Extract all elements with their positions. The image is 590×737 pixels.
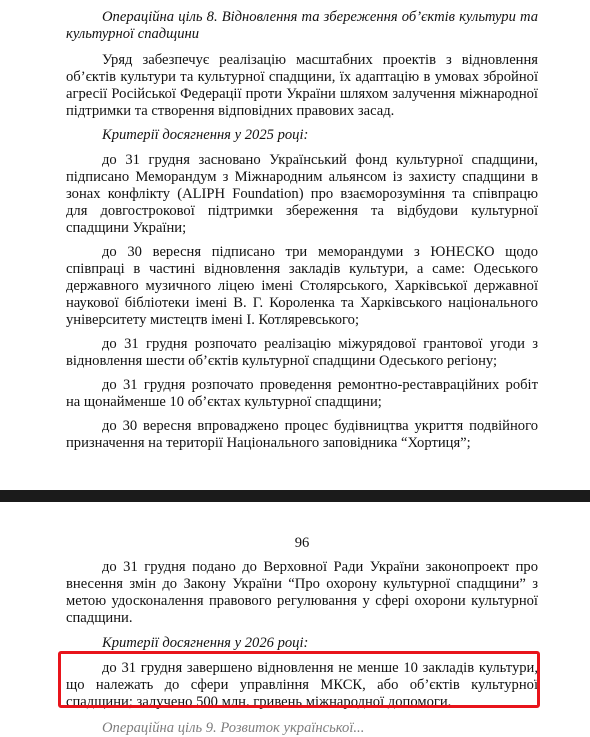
criteria-item: до 30 вересня підписано три меморандуми з ЮНЕСКО щодо співпраці в частині відновлення закладів культури, а саме: Одеського державного музичного ліцею імені Столярського, Харківської державної наукової бібліотеки імені В. Г. Короленка та Харківського національного університету мистецтв імені І. Котляревського; <box>66 244 538 328</box>
criteria-item: до 31 грудня розпочато проведення ремонтно-реставраційних робіт на щонайменше 10 об’єктах культурної спадщини; <box>66 377 538 410</box>
next-section-heading-partial: Операційна ціль 9. Розвиток української... <box>102 720 365 736</box>
intro-paragraph: Уряд забезпечує реалізацію масштабних проектів з відновлення об’єктів культури та культурної спадщини, їх адаптацію в умовах збройної агресії Російської Федерації проти України шляхом залучення міжнародної підтримки та створення відповідних правових засад. <box>66 52 538 119</box>
section-heading: Операційна ціль 8. Відновлення та збереження об’єктів культури та культурної спадщини <box>66 9 538 42</box>
criteria-item: до 31 грудня розпочато реалізацію міжурядової грантової угоди з відновлення шести об’єктів культурної спадщини Одеського регіону; <box>66 336 538 369</box>
criteria-2025-heading: Критерії досягнення у 2025 році: <box>102 127 309 143</box>
highlighted-criteria-item: до 31 грудня завершено відновлення не менше 10 закладів культури, що належать до сфери управління МКСК, або об’єктів культурної спадщини; залучено 500 млн. гривень міжнародної допомоги. <box>66 660 538 710</box>
page-number: 96 <box>294 535 310 551</box>
page-content <box>66 9 538 452</box>
criteria-item: до 30 вересня впроваджено процес будівництва укриття подвійного призначення на території Національного заповідника “Хортиця”; <box>66 418 538 451</box>
document-page-96 <box>0 502 590 736</box>
criteria-2026-heading: Критерії досягнення у 2026 році: <box>102 635 309 651</box>
cropped-previous-line <box>0 0 590 4</box>
criteria-item: до 31 грудня засновано Український фонд культурної спадщини, підписано Меморандум з Міжнародним альянсом із захисту спадщини в зонах конфлікту (ALIPH Foundation) про взаєморозуміння та співпрацю для довгострокової підтримки збереження та відбудови культурної спадщини України; <box>66 152 538 236</box>
page-separator <box>0 490 590 502</box>
highlight-box <box>58 651 540 708</box>
criteria-item: до 31 грудня подано до Верховної Ради України законопроект про внесення змін до Закону України “Про охорону культурної спадщини” з метою удосконалення правового регулювання у сфері охорони культурної спадщини. <box>66 559 538 626</box>
